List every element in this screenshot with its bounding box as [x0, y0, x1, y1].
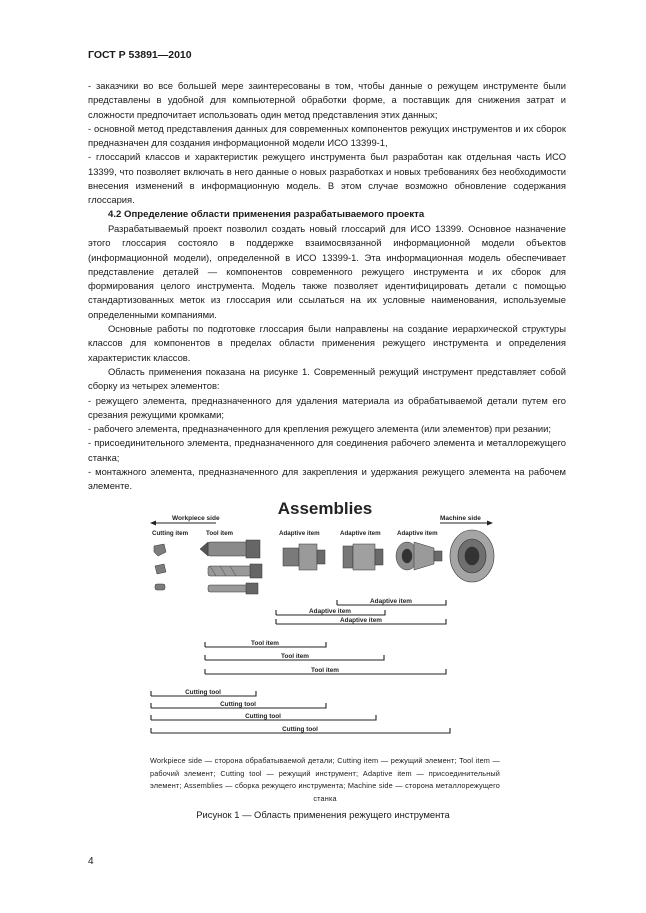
- adaptive-bar-label: Adaptive item: [309, 608, 351, 615]
- column-label-adaptive-item-2: Adaptive item: [340, 530, 381, 537]
- list-item: - рабочего элемента, предназначенного для крепления режущего элемента (или элементов) при резании;: [88, 423, 551, 435]
- paragraph: Основные работы по подготовке глоссария были направлены на создание иерархической структуры классов для компонентов в пределах области применения режущего инструмента и определения характеристик классов.: [88, 323, 566, 363]
- paragraph: Область применения показана на рисунке 1. Современный режущий инструмент представляет собой сборку из четырех элементов:: [88, 365, 566, 392]
- list-item: - режущего элемента, предназначенного для удаления материала из обрабатываемой детали путем его срезания режущими кромками;: [88, 394, 566, 420]
- column-label-tool-item: Tool item: [206, 530, 234, 537]
- section-heading: 4.2 Определение области применения разрабатываемого проекта: [108, 208, 425, 220]
- adaptive-item-picture-1: [283, 544, 325, 570]
- cutting-tool-bar-label: Cutting tool: [282, 726, 318, 733]
- column-label-cutting-item: Cutting item: [152, 530, 189, 537]
- machine-side-label: Machine side: [440, 515, 481, 522]
- cutting-inserts-picture: [154, 544, 166, 590]
- tool-bar-label: Tool item: [311, 667, 339, 674]
- document-header: ГОСТ Р 53891—2010: [88, 49, 192, 61]
- cutting-tool-bar-label: Cutting tool: [185, 689, 221, 696]
- body-text-top: [88, 79, 566, 494]
- workpiece-side-arrow: [150, 515, 220, 526]
- tool-bar-label: Tool item: [281, 653, 309, 660]
- adaptive-bar-label: Adaptive item: [370, 598, 412, 605]
- cutting-tool-bar-label: Cutting tool: [220, 701, 256, 708]
- column-label-adaptive-item-3: Adaptive item: [397, 530, 438, 537]
- assemblies-figure: [150, 494, 500, 746]
- column-label-adaptive-item-1: Adaptive item: [279, 530, 320, 537]
- tool-items-picture: [200, 540, 262, 594]
- paragraph: - глоссарий классов и характеристик режущего инструмента был разработан как отдельная часть ИСО 13399, что позволяет включать в него данные о новых разработках и новых требованиях без необходимости внесения изменений в информационную модель. В этом случае возможно обновление содержания глоссария.: [88, 151, 566, 206]
- paragraph: - основной метод представления данных для современных компонентов режущих инструментов и их сборок предназначен для создания информационной модели ИСО 13399-1,: [88, 122, 566, 149]
- workpiece-side-label: Workpiece side: [172, 515, 220, 522]
- adaptive-bar-label: Adaptive item: [340, 617, 382, 624]
- list-item: - присоединительного элемента, предназначенного для соединения рабочего элемента и металлорежущего станка;: [88, 437, 566, 463]
- list-item: - монтажного элемента, предназначенного для закрепления и удержания режущего элемента на рабочем элементе.: [88, 466, 566, 492]
- machine-side-arrow: [440, 515, 493, 526]
- paragraph: Разрабатываемый проект позволил создать новый глоссарий для ИСО 13399. Основное назначение этого глоссария состояло в поддержке взаимосвязанной информационной модели объектов (информационной модели), определенной в ИСО 13399-1. Эта информационная модель обеспечивает представление деталей — компонентов современного режущего инструмента и их сборок для формирования целого инструмента. Модель также позволяет идентифицировать детали с помощью стандартизованных меток из глоссария или ссылаться на их условные наименования, используемые определенными компаниями.: [88, 222, 566, 320]
- paragraph: - заказчики во все большей мере заинтересованы в том, чтобы данные о режущем инструменте были представлены в удобной для компьютерной обработки форме, а поставщик для снижения затрат и сложности предпочитает использовать один метод представления этих данных;: [88, 80, 566, 120]
- page-number: 4: [88, 856, 94, 867]
- figure-legend: Workpiece side — сторона обрабатываемой детали; Cutting item — режущий элемент; Tool item — рабочий элемент; Cutting tool — режущий инструмент; Adaptive item — присоединительный элемент; Assemblies — сборка режущего инструмента; Machine side — сторона металлорежущего станка: [150, 756, 500, 803]
- scope-brackets: [151, 600, 450, 733]
- tool-bar-label: Tool item: [251, 640, 279, 647]
- figure-caption: Рисунок 1 — Область применения режущего инструмента: [196, 809, 450, 820]
- machine-spindle-picture: [450, 530, 494, 582]
- figure-heading: Assemblies: [277, 499, 373, 518]
- cutting-tool-bar-label: Cutting tool: [245, 713, 281, 720]
- adaptive-item-picture-3: [396, 542, 442, 570]
- adaptive-item-picture-2: [343, 544, 383, 570]
